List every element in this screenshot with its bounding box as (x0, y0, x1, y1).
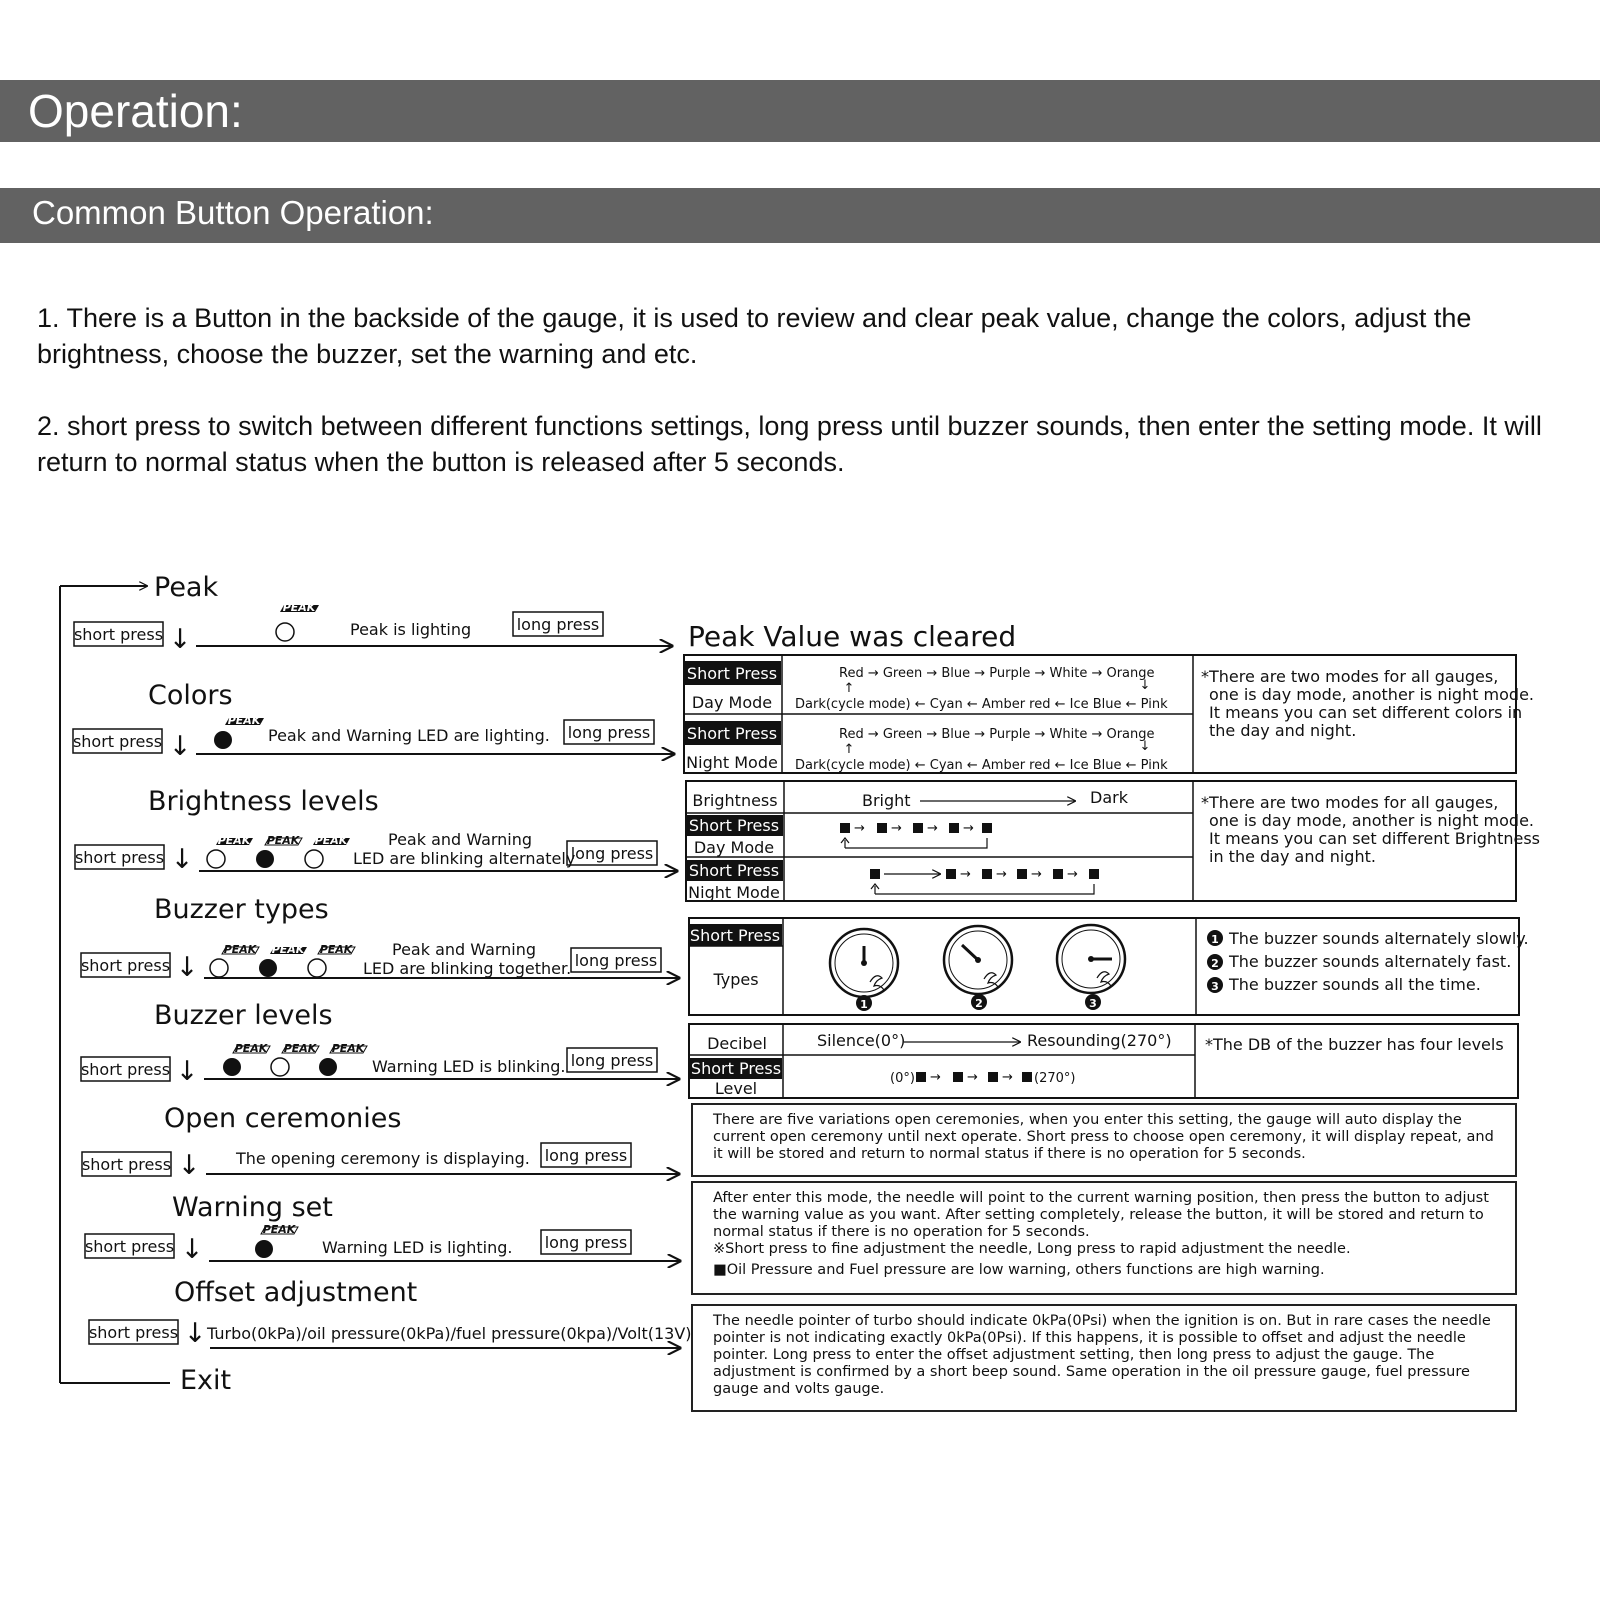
decibel-label: Decibel (707, 1034, 767, 1053)
peak-title: Peak (154, 572, 219, 603)
svg-text:PEAK: PEAK (282, 601, 316, 614)
long-press-label: long press (570, 1051, 654, 1070)
svg-text:↓: ↓ (1139, 739, 1151, 754)
colors-note-line: *There are two modes for all gauges, (1201, 667, 1499, 686)
svg-text:→: → (967, 1070, 978, 1085)
buzzer-types-description-line2: LED are blinking together. (363, 959, 572, 978)
common-button-operation-header (0, 188, 1600, 243)
gauge-slow-icon (830, 929, 898, 1011)
led-on-icon (256, 850, 274, 868)
open-ceremonies-text: There are five variations open ceremonies, when you enter this setting, the gauge will auto display the current open ceremony until next operate. Short press to choose open ceremony, it will display repeat, and it will be stored and return to normal status if there is no operation for 5 seconds. (713, 1112, 1494, 1162)
night-mode-label: Night Mode (688, 883, 780, 902)
svg-text:→: → (854, 821, 865, 836)
led-off-icon (305, 850, 323, 868)
led-off-icon (207, 850, 225, 868)
led-on-icon (319, 1058, 337, 1076)
long-press-label: long press (516, 615, 600, 634)
long-press-label: long press (544, 1233, 628, 1252)
gauge-continuous-icon (1057, 925, 1125, 1010)
operation-header (0, 80, 1600, 142)
buzzer-levels-table (689, 1024, 1518, 1098)
short-press-label: short press (80, 956, 171, 975)
svg-text:PEAK: PEAK (262, 1223, 296, 1236)
led-on-icon (223, 1058, 241, 1076)
colors-title: Colors (148, 680, 233, 711)
svg-text:→: → (963, 821, 974, 836)
short-press-label: Short Press (688, 816, 780, 835)
svg-text:→: → (996, 867, 1007, 882)
colors-description: Peak and Warning LED are lighting. (268, 726, 550, 745)
brightness-note-line: in the day and night. (1209, 847, 1376, 866)
svg-text:PEAK: PEAK (314, 834, 348, 847)
exit-title: Exit (180, 1365, 232, 1396)
level-label: Level (714, 1079, 758, 1098)
led-off-icon (271, 1058, 289, 1076)
svg-text:↓: ↓ (1139, 678, 1151, 693)
colors-note-line: the day and night. (1209, 721, 1357, 740)
short-press-label: Short Press (690, 1059, 782, 1078)
warning-set-title: Warning set (172, 1192, 333, 1223)
svg-text:PEAK: PEAK (319, 943, 353, 956)
day-mode-label: Day Mode (693, 838, 775, 857)
svg-text:PEAK: PEAK (283, 1042, 317, 1055)
svg-text:→: → (1031, 867, 1042, 882)
intro-paragraph-2: 2. short press to switch between different functions settings, long press until buzzer sounds, then enter the setting mode. It will return to normal status when the button is released after 5 seconds. (37, 411, 1542, 477)
section-title: Common Button Operation: (32, 194, 434, 231)
down-arrow-icon: ↓ (175, 1056, 199, 1087)
short-press-label: short press (72, 732, 163, 751)
svg-text:→: → (1002, 1070, 1013, 1085)
svg-text:↑: ↑ (843, 742, 855, 757)
bright-label: Bright (862, 791, 911, 810)
svg-text:PEAK: PEAK (331, 1042, 365, 1055)
svg-text:PEAK: PEAK (227, 714, 261, 727)
buzzer-levels-title: Buzzer levels (154, 1000, 333, 1031)
long-press-label: long press (574, 951, 658, 970)
brightness-note-line: *There are two modes for all gauges, (1201, 793, 1499, 812)
brightness-night-sequence (870, 867, 1099, 894)
buzzer-level-sequence (890, 1070, 1075, 1086)
down-arrow-icon: ↓ (177, 1150, 201, 1181)
led-off-icon (276, 623, 294, 641)
svg-text:↑: ↑ (843, 681, 855, 696)
svg-text:PEAK: PEAK (223, 943, 257, 956)
svg-text:→: → (927, 821, 938, 836)
color-sequence-bottom: Dark(cycle mode) ← Cyan ← Amber red ← Ice Blue ← Pink (795, 697, 1168, 712)
color-sequence-bottom: Dark(cycle mode) ← Cyan ← Amber red ← Ice Blue ← Pink (795, 758, 1168, 773)
down-arrow-icon: ↓ (175, 952, 199, 983)
led-on-icon (255, 1240, 273, 1258)
svg-text:→: → (960, 867, 971, 882)
buzzer-type-note: The buzzer sounds alternately fast. (1229, 952, 1512, 971)
svg-text:→: → (891, 821, 902, 836)
down-arrow-icon: ↓ (170, 844, 194, 875)
brightness-description-line1: Peak and Warning (388, 830, 533, 849)
offset-title: Offset adjustment (174, 1277, 418, 1308)
peak-result: Peak Value was cleared (688, 620, 1017, 653)
colors-table (684, 655, 1534, 773)
short-press-label: Short Press (689, 926, 781, 945)
svg-text:PEAK: PEAK (271, 943, 305, 956)
svg-text:(270°): (270°) (1034, 1071, 1076, 1086)
long-press-label: long press (567, 723, 651, 742)
brightness-table (686, 781, 1540, 902)
led-off-icon (210, 959, 228, 977)
svg-text:1: 1 (860, 998, 868, 1011)
offset-box (691, 1304, 1517, 1412)
warning-note-text: ■Oil Pressure and Fuel pressure are low warning, others functions are high warning. (713, 1262, 1325, 1278)
types-label: Types (713, 970, 759, 989)
brightness-day-sequence (840, 821, 992, 848)
led-on-icon (214, 731, 232, 749)
short-press-label: short press (88, 1323, 179, 1342)
warning-set-description: Warning LED is lighting. (322, 1238, 513, 1257)
warning-main-text: After enter this mode, the needle will point to the current warning position, then press the button to adjust the warning value as you want. After setting completely, release the button, it will be stored and return to normal status if there is no operation for 5 seconds. (713, 1190, 1489, 1240)
brightness-description-line2: LED are blinking alternately (353, 849, 576, 868)
short-press-label: Short Press (686, 664, 778, 683)
silence-label: Silence(0°) (817, 1031, 906, 1050)
led-on-icon (259, 959, 277, 977)
buzzer-types-table (689, 918, 1529, 1015)
brightness-title: Brightness levels (148, 786, 379, 817)
open-ceremonies-description: The opening ceremony is displaying. (236, 1149, 530, 1168)
night-mode-label: Night Mode (686, 753, 778, 772)
colors-note-line: one is day mode, another is night mode. (1209, 685, 1535, 704)
svg-text:PEAK: PEAK (234, 1042, 268, 1055)
down-arrow-icon: ↓ (168, 624, 192, 655)
buzzer-levels-description: Warning LED is blinking. (372, 1057, 566, 1076)
colors-note-line: It means you can set different colors in (1209, 703, 1523, 722)
short-press-label: short press (81, 1155, 172, 1174)
buzzer-type-note: The buzzer sounds all the time. (1229, 975, 1481, 994)
svg-text:PEAK: PEAK (217, 834, 251, 847)
open-ceremonies-title: Open ceremonies (164, 1103, 402, 1134)
svg-text:3: 3 (1211, 980, 1219, 993)
short-press-label: short press (74, 848, 165, 867)
short-press-label: short press (84, 1237, 175, 1256)
short-press-label: Short Press (688, 861, 780, 880)
svg-text:1: 1 (1211, 933, 1219, 946)
open-ceremonies-box (691, 1103, 1517, 1177)
color-sequence-top: Red → Green → Blue → Purple → White → Orange (839, 666, 1155, 681)
short-press-label: short press (80, 1060, 171, 1079)
resounding-label: Resounding(270°) (1027, 1031, 1172, 1050)
short-press-label: short press (73, 625, 164, 644)
dark-label: Dark (1090, 788, 1128, 807)
color-sequence-top: Red → Green → Blue → Purple → White → Orange (839, 727, 1155, 742)
short-press-label: Short Press (686, 724, 778, 743)
led-off-icon (308, 959, 326, 977)
warning-tip-text: ※Short press to fine adjustment the needle, Long press to rapid adjustment the needle. (713, 1241, 1351, 1257)
warning-set-box (691, 1181, 1517, 1295)
brightness-note-line: one is day mode, another is night mode. (1209, 811, 1535, 830)
brightness-label: Brightness (692, 791, 778, 810)
long-press-label: long press (544, 1146, 628, 1165)
svg-text:→: → (930, 1070, 941, 1085)
buzzer-levels-note: *The DB of the buzzer has four levels (1205, 1035, 1504, 1054)
buzzer-type-note: The buzzer sounds alternately slowly. (1229, 929, 1529, 948)
svg-text:3: 3 (1089, 997, 1097, 1010)
buzzer-types-title: Buzzer types (154, 894, 329, 925)
brightness-note-line: It means you can set different Brightness (1209, 829, 1540, 848)
svg-text:2: 2 (1211, 957, 1219, 970)
buzzer-types-description-line1: Peak and Warning (392, 940, 537, 959)
svg-text:2: 2 (975, 997, 983, 1010)
svg-text:(0°): (0°) (890, 1071, 915, 1086)
svg-text:PEAK: PEAK (266, 834, 300, 847)
gauge-fast-icon (944, 926, 1012, 1010)
peak-description: Peak is lighting (350, 620, 472, 639)
long-press-label: long press (570, 844, 654, 863)
offset-description: Turbo(0kPa)/oil pressure(0kPa)/fuel pressure(0kpa)/Volt(13V) (207, 1324, 692, 1343)
svg-text:→: → (1067, 867, 1078, 882)
intro-paragraph-1: 1. There is a Button in the backside of the gauge, it is used to review and clear peak value, change the colors, adjust the brightness, choose the buzzer, set the warning and etc. (37, 303, 1472, 369)
offset-text: The needle pointer of turbo should indicate 0kPa(0Psi) when the ignition is on. But in rare cases the needle pointer is not indicating exactly 0kPa(0Psi). If this happens, it is possible to offset and adjust the needle pointer. Long press to enter the offset adjustment setting, then long press to adjust the gauge. The adjustment is confirmed by a short beep sound. Same operation in the oil pressure gauge, fuel pressure gauge and volts gauge. (713, 1313, 1491, 1397)
down-arrow-icon: ↓ (180, 1234, 204, 1265)
down-arrow-icon: ↓ (168, 731, 192, 762)
day-mode-label: Day Mode (691, 693, 773, 712)
page-title: Operation: (28, 85, 243, 137)
down-arrow-icon: ↓ (183, 1318, 207, 1349)
